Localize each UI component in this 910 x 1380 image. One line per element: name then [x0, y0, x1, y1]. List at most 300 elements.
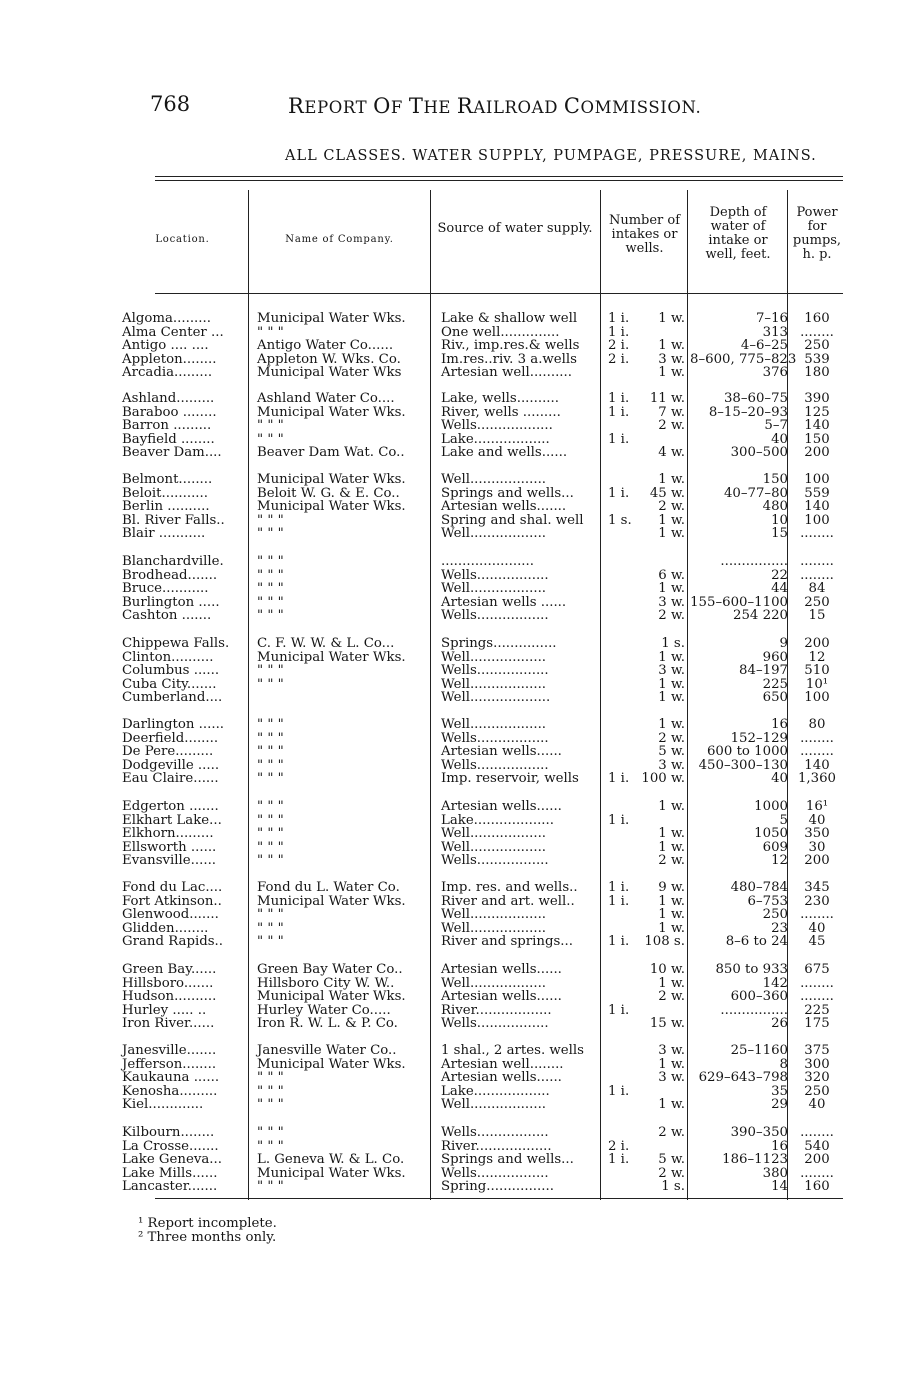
- location-cell: Algoma.........: [122, 311, 211, 326]
- power-cell: 160: [804, 311, 830, 326]
- depth-cell: 16: [771, 717, 788, 732]
- company-cell: " " ": [257, 826, 284, 842]
- source-cell: River, wells .........: [441, 404, 561, 420]
- source-cell: Wells.................: [441, 730, 549, 746]
- location-cell: La Crosse.......: [122, 1138, 219, 1154]
- table-row: [0, 772, 910, 785]
- power-cell: 10¹: [805, 676, 829, 692]
- depth-cell: 84–197: [739, 663, 788, 679]
- power-cell: 100: [804, 690, 830, 706]
- power-cell: 160: [804, 1179, 830, 1195]
- location-cell: Brodhead.......: [122, 567, 218, 583]
- source-cell: Artesian wells......: [441, 989, 562, 1005]
- location-cell: Burlington .....: [122, 594, 220, 610]
- power-cell: 200: [804, 853, 830, 869]
- depth-cell: 5: [779, 812, 788, 828]
- depth-cell: 15: [771, 526, 788, 542]
- depth-cell: 25–1160: [730, 1043, 788, 1058]
- power-cell: 350: [804, 826, 830, 842]
- power-cell: 250: [804, 338, 830, 354]
- source-cell: Imp. res. and wells..: [441, 880, 578, 895]
- wells-cell: 3 w.: [658, 757, 685, 773]
- company-cell: " " ": [257, 1070, 284, 1086]
- company-cell: C. F. W. W. & L. Co...: [257, 636, 395, 651]
- wells-cell: 5 w.: [658, 1152, 685, 1168]
- wells-cell: 1 w.: [658, 526, 685, 542]
- source-cell: Wells.................: [441, 1016, 549, 1032]
- power-cell: 225: [804, 1002, 830, 1018]
- location-cell: Ashland.........: [122, 391, 215, 406]
- location-cell: Antigo .... ....: [122, 338, 209, 354]
- company-cell: " " ": [257, 608, 284, 624]
- wells-cell: 1 w.: [658, 472, 685, 487]
- source-cell: Spring and shal. well: [441, 512, 584, 528]
- table-row: [0, 678, 910, 691]
- depth-cell: 6–753: [747, 893, 788, 909]
- table-row: [0, 854, 910, 867]
- source-cell: Wells.................: [441, 1125, 549, 1140]
- table-row: [0, 841, 910, 854]
- table-row: [0, 800, 910, 813]
- footnote: ¹ Report incomplete.: [138, 1216, 277, 1231]
- location-cell: Fond du Lac....: [122, 880, 223, 895]
- power-cell: 510: [804, 663, 830, 679]
- source-cell: Wells.................: [441, 608, 549, 624]
- location-cell: Darlington ......: [122, 717, 225, 732]
- intakes-cell: 1 i.: [608, 893, 630, 909]
- location-cell: Appleton........: [122, 351, 217, 367]
- location-cell: Kaukauna ......: [122, 1070, 220, 1086]
- wells-cell: 1 w.: [658, 676, 685, 692]
- company-cell: " " ": [257, 554, 284, 569]
- source-cell: Lake & shallow well: [441, 311, 578, 326]
- wells-cell: 15 w.: [649, 1016, 685, 1032]
- source-cell: Well...................: [441, 690, 551, 706]
- source-cell: Well..................: [441, 920, 547, 936]
- intakes-cell: 1 i.: [608, 812, 630, 828]
- table-row: [0, 609, 910, 622]
- company-cell: " " ": [257, 1179, 284, 1195]
- source-cell: Artesian wells ......: [441, 594, 567, 610]
- depth-cell: 609: [762, 839, 788, 855]
- power-cell: 200: [804, 636, 830, 651]
- wells-cell: 3 w.: [658, 1043, 685, 1058]
- location-cell: Cashton .......: [122, 608, 212, 624]
- table-row: [0, 312, 910, 325]
- source-cell: Well..................: [441, 839, 547, 855]
- table-row: [0, 691, 910, 704]
- source-cell: Wells.................: [441, 757, 549, 773]
- table-row: [0, 1004, 910, 1017]
- power-cell: ........: [800, 975, 834, 991]
- source-cell: Lake...................: [441, 812, 554, 828]
- table-row: [0, 814, 910, 827]
- source-cell: Well..................: [441, 472, 547, 487]
- company-cell: " " ": [257, 799, 284, 814]
- intakes-cell: 2 i.: [608, 351, 630, 367]
- power-cell: 100: [804, 512, 830, 528]
- source-cell: River and springs...: [441, 934, 573, 950]
- company-cell: Hurley Water Co.....: [257, 1002, 391, 1018]
- table-row: [0, 922, 910, 935]
- power-cell: 140: [804, 757, 830, 773]
- source-cell: Artesian wells......: [441, 962, 562, 977]
- source-cell: Lake..................: [441, 431, 550, 447]
- source-cell: Springs and wells...: [441, 1152, 574, 1168]
- depth-cell: 390–350: [730, 1125, 788, 1140]
- location-cell: Beloit...........: [122, 485, 208, 501]
- source-cell: Im.res..riv. 3 a.wells: [441, 351, 578, 367]
- intakes-cell: 1 i.: [608, 311, 630, 326]
- wells-cell: 7 w.: [658, 404, 685, 420]
- company-cell: L. Geneva W. & L. Co.: [257, 1152, 405, 1168]
- power-cell: 300: [804, 1056, 830, 1072]
- table-row: [0, 582, 910, 595]
- source-cell: Well..................: [441, 826, 547, 842]
- power-cell: 175: [804, 1016, 830, 1032]
- depth-cell: 40: [771, 771, 788, 787]
- company-cell: " " ": [257, 757, 284, 773]
- table-row: [0, 881, 910, 894]
- company-cell: " " ": [257, 581, 284, 597]
- power-cell: 30: [808, 839, 826, 855]
- depth-cell: 150: [762, 472, 788, 487]
- company-cell: Ashland Water Co....: [257, 391, 395, 406]
- bottom-rule: [155, 1198, 843, 1199]
- source-cell: Well..................: [441, 1097, 547, 1113]
- source-cell: Artesian wells.......: [441, 499, 567, 515]
- power-cell: 15: [808, 608, 826, 624]
- depth-cell: 8–15–20–93: [708, 404, 788, 420]
- location-cell: Deerfield........: [122, 730, 219, 746]
- company-cell: Municipal Water Wks.: [257, 649, 406, 665]
- header-intakes: Number of intakes or wells.: [608, 213, 681, 256]
- power-cell: ........: [800, 554, 834, 569]
- table-row: [0, 366, 910, 379]
- table-row: [0, 555, 910, 568]
- depth-cell: 629–643–798: [698, 1070, 788, 1086]
- table-row: [0, 1180, 910, 1193]
- table-row: [0, 977, 910, 990]
- company-cell: " " ": [257, 663, 284, 679]
- power-cell: 230: [804, 893, 830, 909]
- wells-cell: 2 w.: [658, 418, 685, 434]
- wells-cell: 1 w.: [658, 907, 685, 923]
- wells-cell: 10 w.: [649, 962, 685, 977]
- wells-cell: 4 w.: [658, 445, 685, 461]
- depth-cell: 380: [762, 1165, 788, 1181]
- intakes-cell: 2 i.: [608, 1138, 630, 1154]
- depth-cell: 225: [762, 676, 788, 692]
- location-cell: Eau Claire......: [122, 771, 219, 787]
- power-cell: 1,360: [797, 771, 837, 787]
- depth-cell: 29: [771, 1097, 788, 1113]
- source-cell: Riv., imp.res.& wells: [441, 338, 580, 354]
- table-row: [0, 500, 910, 513]
- wells-cell: 1 w.: [658, 338, 685, 354]
- depth-cell: 600 to 1000: [706, 744, 788, 760]
- wells-cell: 2 w.: [658, 608, 685, 624]
- table-row: [0, 732, 910, 745]
- wells-cell: 45 w.: [649, 485, 685, 501]
- table-row: [0, 1058, 910, 1071]
- power-cell: 540: [804, 1138, 830, 1154]
- depth-cell: 600–360: [730, 989, 788, 1005]
- company-cell: Municipal Water Wks.: [257, 472, 406, 487]
- location-cell: Hurley ..... ..: [122, 1002, 207, 1018]
- table-row: [0, 473, 910, 486]
- depth-cell: 186–1123: [722, 1152, 788, 1168]
- table-row: [0, 935, 910, 948]
- power-cell: 140: [804, 418, 830, 434]
- source-cell: Springs...............: [441, 636, 557, 651]
- depth-cell: 142: [762, 975, 788, 991]
- power-cell: 125: [804, 404, 830, 420]
- table-row: [0, 990, 910, 1003]
- table-row: [0, 718, 910, 731]
- power-cell: 675: [804, 962, 830, 977]
- power-cell: 345: [804, 880, 830, 895]
- power-cell: 84: [808, 581, 826, 597]
- power-cell: 320: [804, 1070, 830, 1086]
- company-cell: " " ": [257, 1125, 284, 1140]
- wells-cell: 9 w.: [658, 880, 685, 895]
- header-power: Power for pumps, h. p.: [792, 205, 842, 262]
- power-cell: 100: [804, 472, 830, 487]
- power-cell: ........: [800, 324, 834, 340]
- depth-cell: 480–784: [730, 880, 788, 895]
- table-row: [0, 433, 910, 446]
- table-row: [0, 827, 910, 840]
- power-cell: 200: [804, 1152, 830, 1168]
- header-rule: [155, 293, 843, 294]
- intakes-cell: 1 i.: [608, 1002, 630, 1018]
- power-cell: 375: [804, 1043, 830, 1058]
- power-cell: ........: [800, 526, 834, 542]
- source-cell: River..................: [441, 1138, 552, 1154]
- company-cell: Janesville Water Co..: [257, 1043, 397, 1058]
- source-cell: Wells.................: [441, 567, 549, 583]
- power-cell: 559: [804, 485, 830, 501]
- location-cell: Hillsboro.......: [122, 975, 214, 991]
- company-cell: Hillsboro City W. W..: [257, 975, 395, 991]
- depth-cell: 313: [762, 324, 788, 340]
- table-row: [0, 446, 910, 459]
- location-cell: Bayfield ........: [122, 431, 215, 447]
- source-cell: Well..................: [441, 581, 547, 597]
- location-cell: Clinton..........: [122, 649, 214, 665]
- wells-cell: 6 w.: [658, 567, 685, 583]
- power-cell: 150: [804, 431, 830, 447]
- company-cell: " " ": [257, 1097, 284, 1113]
- source-cell: Artesian wells......: [441, 799, 562, 814]
- location-cell: Barron .........: [122, 418, 212, 434]
- wells-cell: 3 w.: [658, 663, 685, 679]
- wells-cell: 3 w.: [658, 1070, 685, 1086]
- wells-cell: 1 w.: [658, 826, 685, 842]
- company-cell: " " ": [257, 676, 284, 692]
- depth-cell: ................: [720, 554, 788, 569]
- table-row: [0, 637, 910, 650]
- depth-cell: 8: [779, 1056, 788, 1072]
- source-cell: Well..................: [441, 975, 547, 991]
- power-cell: ........: [800, 1125, 834, 1140]
- company-cell: Municipal Water Wks.: [257, 1165, 406, 1181]
- depth-cell: 10: [771, 512, 788, 528]
- intakes-cell: 2 i.: [608, 338, 630, 354]
- table-row: [0, 406, 910, 419]
- depth-cell: 254 220: [733, 608, 788, 624]
- power-cell: ........: [800, 989, 834, 1005]
- company-cell: " " ": [257, 771, 284, 787]
- wells-cell: 1 w.: [658, 839, 685, 855]
- depth-cell: 14: [771, 1179, 788, 1195]
- location-cell: Blanchardville.: [122, 554, 224, 569]
- table-row: [0, 596, 910, 609]
- wells-cell: 1 w.: [658, 512, 685, 528]
- depth-cell: 8–600, 775–823: [690, 351, 797, 367]
- table-subheading: ALL CLASSES. WATER SUPPLY, PUMPAGE, PRESSURE, MAINS.: [285, 148, 817, 164]
- wells-cell: 2 w.: [658, 853, 685, 869]
- company-cell: Appleton W. Wks. Co.: [257, 351, 401, 367]
- header-depth: Depth of water of intake or well, feet.: [705, 205, 771, 262]
- company-cell: Municipal Water Wks.: [257, 989, 406, 1005]
- table-row: [0, 963, 910, 976]
- wells-cell: 1 w.: [658, 649, 685, 665]
- source-cell: Lake and wells......: [441, 445, 568, 461]
- header-source: Source of water supply.: [437, 221, 593, 236]
- header-location: Location.: [155, 234, 210, 245]
- location-cell: Iron River......: [122, 1016, 215, 1032]
- power-cell: 40: [808, 920, 826, 936]
- intakes-cell: 1 i.: [608, 771, 630, 787]
- company-cell: " " ": [257, 839, 284, 855]
- wells-cell: 1 w.: [658, 717, 685, 732]
- location-cell: Cumberland....: [122, 690, 223, 706]
- source-cell: Wells..................: [441, 418, 553, 434]
- location-cell: Ellsworth ......: [122, 839, 217, 855]
- power-cell: 250: [804, 594, 830, 610]
- company-cell: " " ": [257, 324, 284, 340]
- location-cell: Alma Center ...: [122, 324, 224, 340]
- company-cell: " " ": [257, 934, 284, 950]
- power-cell: ........: [800, 907, 834, 923]
- company-cell: " " ": [257, 717, 284, 732]
- location-cell: Elkhorn.........: [122, 826, 214, 842]
- company-cell: " " ": [257, 907, 284, 923]
- depth-cell: 38–60–75: [723, 391, 788, 406]
- location-cell: De Pere.........: [122, 744, 214, 760]
- depth-cell: 376: [762, 365, 788, 381]
- table-row: [0, 1153, 910, 1166]
- location-cell: Chippewa Falls.: [122, 636, 230, 651]
- table-row: [0, 1017, 910, 1030]
- table-row: [0, 908, 910, 921]
- source-cell: One well..............: [441, 324, 560, 340]
- location-cell: Fort Atkinson..: [122, 893, 222, 909]
- source-cell: Artesian wells......: [441, 1070, 562, 1086]
- power-cell: 250: [804, 1083, 830, 1099]
- depth-cell: 9: [779, 636, 788, 651]
- intakes-cell: 1 i.: [608, 1152, 630, 1168]
- company-cell: " " ": [257, 512, 284, 528]
- table-row: [0, 353, 910, 366]
- depth-cell: 850 to 933: [715, 962, 788, 977]
- table-row: [0, 392, 910, 405]
- location-cell: Columbus ......: [122, 663, 220, 679]
- wells-cell: 2 w.: [658, 1125, 685, 1140]
- power-cell: 390: [804, 391, 830, 406]
- company-cell: Municipal Water Wks.: [257, 499, 406, 515]
- table-row: [0, 1085, 910, 1098]
- company-cell: Beloit W. G. & E. Co..: [257, 485, 400, 501]
- table-row: [0, 326, 910, 339]
- power-cell: 40: [808, 1097, 826, 1113]
- source-cell: Well..................: [441, 526, 547, 542]
- location-cell: Kenosha.........: [122, 1083, 218, 1099]
- location-cell: Bl. River Falls..: [122, 512, 225, 528]
- company-cell: " " ": [257, 730, 284, 746]
- source-cell: Wells.................: [441, 1165, 549, 1181]
- source-cell: Springs and wells...: [441, 485, 574, 501]
- depth-cell: 450–300–130: [698, 757, 788, 773]
- company-cell: " " ": [257, 431, 284, 447]
- table-row: [0, 514, 910, 527]
- location-cell: Arcadia.........: [122, 365, 213, 381]
- depth-cell: 1050: [754, 826, 788, 842]
- company-cell: Municipal Water Wks.: [257, 311, 406, 326]
- depth-cell: 1000: [754, 799, 788, 814]
- wells-cell: 1 w.: [658, 893, 685, 909]
- company-cell: " " ": [257, 812, 284, 828]
- depth-cell: 12: [771, 853, 788, 869]
- depth-cell: 650: [762, 690, 788, 706]
- location-cell: Lake Geneva...: [122, 1152, 222, 1168]
- company-cell: " " ": [257, 567, 284, 583]
- wells-cell: 1 w.: [658, 799, 685, 814]
- intakes-cell: 1 i.: [608, 880, 630, 895]
- company-cell: " " ": [257, 920, 284, 936]
- location-cell: Jefferson........: [122, 1056, 217, 1072]
- wells-cell: 1 w.: [658, 311, 685, 326]
- depth-cell: 4–6–25: [740, 338, 788, 354]
- source-cell: Artesian well........: [441, 1056, 564, 1072]
- table-row: [0, 745, 910, 758]
- wells-cell: 1 w.: [658, 365, 685, 381]
- location-cell: Grand Rapids..: [122, 934, 224, 950]
- table-row: [0, 339, 910, 352]
- power-cell: 80: [808, 717, 826, 732]
- power-cell: 16¹: [805, 799, 829, 814]
- wells-cell: 1 s.: [661, 636, 685, 651]
- depth-cell: 35: [771, 1083, 788, 1099]
- source-cell: 1 shal., 2 artes. wells: [441, 1043, 584, 1058]
- source-cell: Spring................: [441, 1179, 554, 1195]
- depth-cell: 480: [762, 499, 788, 515]
- source-cell: Well..................: [441, 676, 547, 692]
- wells-cell: 5 w.: [658, 744, 685, 760]
- table-row: [0, 1098, 910, 1111]
- wells-cell: 1 w.: [658, 975, 685, 991]
- table-row: [0, 419, 910, 432]
- intakes-cell: 1 i.: [608, 485, 630, 501]
- depth-cell: 250: [762, 907, 788, 923]
- source-cell: Lake..................: [441, 1083, 550, 1099]
- location-cell: Evansville......: [122, 853, 217, 869]
- depth-cell: 16: [771, 1138, 788, 1154]
- wells-cell: 3 w.: [658, 351, 685, 367]
- footnote: ² Three months only.: [138, 1230, 277, 1245]
